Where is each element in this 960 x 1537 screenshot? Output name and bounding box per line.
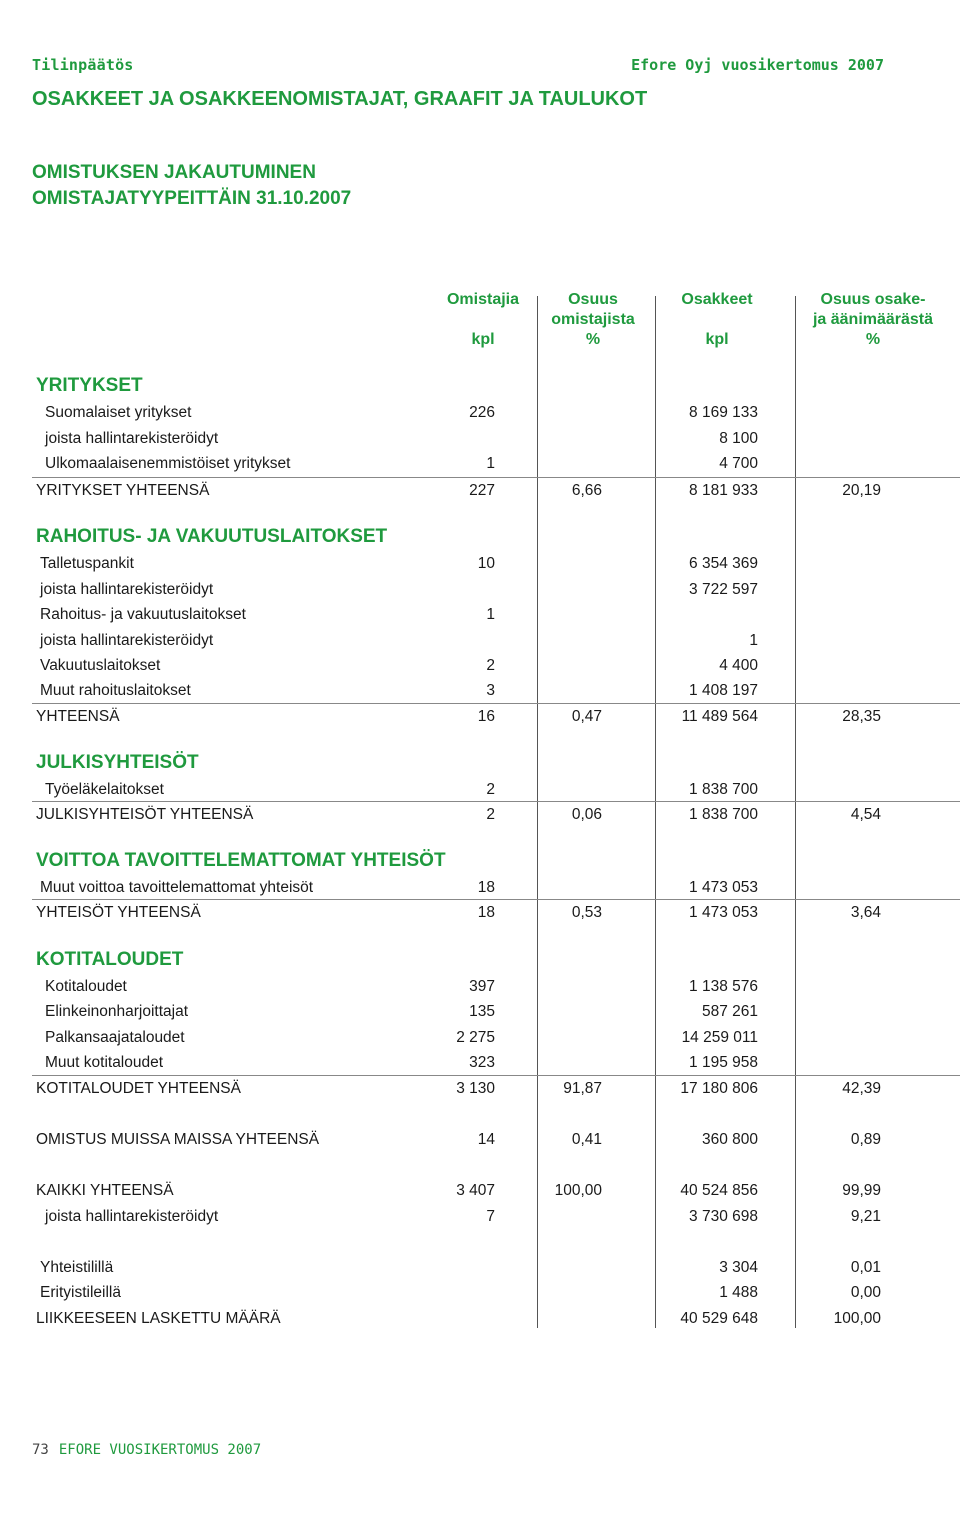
row-label: JULKISYHTEISÖT YHTEENSÄ — [36, 806, 254, 823]
cell-vote-share: 20,19 — [842, 482, 881, 499]
cell-shares: 1 408 197 — [689, 682, 758, 699]
row-label: Työeläkelaitokset — [45, 781, 164, 798]
row-label: YHTEENSÄ — [36, 708, 120, 725]
row-label: joista hallintarekisteröidyt — [40, 581, 214, 598]
cell-shares: 360 800 — [701, 1131, 758, 1148]
section-heading: VOITTOA TAVOITTELEMATTOMAT YHTEISÖT — [36, 850, 446, 871]
column-header-shares — [660, 290, 774, 350]
cell-owners: 323 — [469, 1054, 495, 1071]
cell-shares: 3 722 597 — [689, 581, 758, 598]
cell-owner-share: 0,06 — [571, 806, 602, 823]
page-footer — [32, 1442, 261, 1458]
cell-owner-share: 100,00 — [554, 1182, 602, 1199]
cell-shares: 3 730 698 — [689, 1208, 758, 1225]
row-label: Kotitaloudet — [45, 978, 127, 995]
column-header-unit: % — [865, 331, 881, 348]
cell-owners: 10 — [477, 555, 495, 572]
cell-shares: 1 488 — [719, 1284, 758, 1301]
table-row — [0, 628, 960, 653]
cell-owners: 16 — [477, 708, 495, 725]
table-row — [0, 551, 960, 576]
table-row — [0, 875, 960, 900]
cell-shares: 17 180 806 — [680, 1080, 758, 1097]
table-row — [0, 1204, 960, 1229]
cell-owners: 1 — [486, 455, 495, 472]
column-header-vote-share — [800, 290, 946, 350]
total-row — [0, 704, 960, 729]
section-heading: YRITYKSET — [36, 375, 143, 396]
total-row — [0, 1127, 960, 1152]
row-label: OMISTUS MUISSA MAISSA YHTEENSÄ — [36, 1131, 320, 1148]
column-header-unit: kpl — [705, 331, 729, 348]
cell-owners: 7 — [486, 1208, 495, 1225]
cell-shares: 1 195 958 — [689, 1054, 758, 1071]
footer-publication: EFORE VUOSIKERTOMUS 2007 — [58, 1442, 262, 1458]
column-header-line2: ja äänimäärästä — [812, 311, 934, 328]
total-row — [0, 478, 960, 503]
row-label: Erityistileillä — [40, 1284, 121, 1301]
section-heading: KOTITALOUDET — [36, 949, 184, 970]
cell-shares: 14 259 011 — [681, 1029, 758, 1046]
row-label: Muut rahoituslaitokset — [40, 682, 191, 699]
cell-owners: 135 — [469, 1003, 495, 1020]
cell-shares: 6 354 369 — [689, 555, 758, 572]
table-row — [0, 602, 960, 627]
cell-vote-share: 4,54 — [850, 806, 881, 823]
table-row — [0, 1255, 960, 1280]
table-row — [0, 426, 960, 451]
cell-owners: 3 130 — [456, 1080, 495, 1097]
cell-vote-share: 28,35 — [842, 708, 881, 725]
cell-shares: 1 — [749, 632, 758, 649]
row-label: YHTEISÖT YHTEENSÄ — [36, 904, 201, 921]
table-row — [0, 400, 960, 425]
table-row — [0, 577, 960, 602]
column-header-line2 — [436, 310, 530, 330]
table-row — [0, 999, 960, 1024]
table-row — [0, 1025, 960, 1050]
row-label: KOTITALOUDET YHTEENSÄ — [36, 1080, 241, 1097]
section-heading: JULKISYHTEISÖT — [36, 752, 199, 773]
cell-shares: 8 100 — [719, 430, 758, 447]
cell-shares: 11 489 564 — [681, 708, 758, 725]
column-header-unit: % — [585, 331, 601, 348]
cell-vote-share: 100,00 — [833, 1310, 881, 1327]
cell-owners: 18 — [477, 879, 495, 896]
cell-shares: 4 700 — [719, 455, 758, 472]
header-publication-label: Efore Oyj vuosikertomus 2007 — [631, 56, 884, 74]
row-label: Ulkomaalaisenemmistöiset yritykset — [45, 455, 291, 472]
total-row — [0, 1306, 960, 1331]
total-row — [0, 802, 960, 827]
column-header-line1: Osakkeet — [681, 291, 753, 308]
cell-owners: 226 — [469, 404, 495, 421]
cell-owner-share: 0,53 — [571, 904, 602, 921]
row-label: Yhteistilillä — [40, 1259, 114, 1276]
row-label: YRITYKSET YHTEENSÄ — [36, 482, 210, 499]
cell-owner-share: 91,87 — [563, 1080, 602, 1097]
table-row — [0, 678, 960, 703]
table-row — [0, 777, 960, 802]
row-label: Talletuspankit — [40, 555, 134, 572]
row-label: Muut voittoa tavoittelemattomat yhteisöt — [40, 879, 314, 896]
row-label: joista hallintarekisteröidyt — [40, 632, 214, 649]
cell-shares: 1 473 053 — [689, 904, 758, 921]
cell-owners: 2 275 — [456, 1029, 495, 1046]
cell-vote-share: 9,21 — [850, 1208, 881, 1225]
cell-owners: 18 — [477, 904, 495, 921]
column-header-line1: Omistajia — [446, 291, 520, 308]
cell-shares: 4 400 — [719, 657, 758, 674]
cell-owners: 3 407 — [456, 1182, 495, 1199]
cell-owners: 14 — [477, 1131, 495, 1148]
cell-owners: 1 — [486, 606, 495, 623]
cell-vote-share: 0,01 — [850, 1259, 881, 1276]
row-label: Palkansaajataloudet — [45, 1029, 185, 1046]
cell-shares: 1 838 700 — [689, 806, 758, 823]
column-header-line1: Osuus osake- — [820, 291, 926, 308]
total-row — [0, 1076, 960, 1101]
cell-shares: 587 261 — [701, 1003, 758, 1020]
table-row — [0, 1280, 960, 1305]
column-header-owner-share — [540, 290, 646, 350]
cell-shares: 8 181 933 — [689, 482, 758, 499]
column-header-line2 — [660, 310, 774, 330]
cell-vote-share: 0,00 — [850, 1284, 881, 1301]
cell-vote-share: 42,39 — [842, 1080, 881, 1097]
cell-shares: 1 838 700 — [689, 781, 758, 798]
cell-owners: 227 — [469, 482, 495, 499]
cell-owners: 3 — [486, 682, 495, 699]
column-header-line2: omistajista — [551, 311, 635, 328]
page-number: 73 — [32, 1442, 49, 1458]
table-row — [0, 974, 960, 999]
cell-owners: 2 — [486, 657, 495, 674]
row-label: joista hallintarekisteröidyt — [45, 430, 219, 447]
cell-owners: 397 — [469, 978, 495, 995]
row-label: LIIKKEESEEN LASKETTU MÄÄRÄ — [36, 1310, 281, 1327]
cell-vote-share: 99,99 — [842, 1182, 881, 1199]
cell-shares: 1 473 053 — [689, 879, 758, 896]
page-title: OSAKKEET JA OSAKKEENOMISTAJAT, GRAAFIT JA TAULUKOT — [32, 88, 648, 110]
cell-owners: 2 — [486, 806, 495, 823]
total-row — [0, 1178, 960, 1203]
cell-owner-share: 0,41 — [571, 1131, 602, 1148]
section-heading: RAHOITUS- JA VAKUUTUSLAITOKSET — [36, 526, 388, 547]
cell-owner-share: 0,47 — [571, 708, 602, 725]
cell-vote-share: 3,64 — [850, 904, 881, 921]
row-label: joista hallintarekisteröidyt — [45, 1208, 219, 1225]
column-header-owners — [436, 290, 530, 350]
row-label: Vakuutuslaitokset — [40, 657, 161, 674]
column-header-line1: Osuus — [568, 291, 618, 308]
cell-shares: 1 138 576 — [689, 978, 758, 995]
cell-shares: 8 169 133 — [689, 404, 758, 421]
cell-shares: 40 524 856 — [680, 1182, 758, 1199]
header-section-label: Tilinpäätös — [32, 56, 134, 74]
table-title: OMISTUKSEN JAKAUTUMINEN OMISTAJATYYPEITTÄIN 31.10.2007 — [32, 162, 352, 209]
row-label: Rahoitus- ja vakuutuslaitokset — [40, 606, 246, 623]
row-label: Elinkeinonharjoittajat — [45, 1003, 189, 1020]
table-row — [0, 653, 960, 678]
cell-shares: 3 304 — [719, 1259, 758, 1276]
table-row — [0, 1050, 960, 1075]
row-label: Muut kotitaloudet — [45, 1054, 164, 1071]
cell-owners: 2 — [486, 781, 495, 798]
row-label: KAIKKI YHTEENSÄ — [36, 1182, 174, 1199]
cell-owner-share: 6,66 — [571, 482, 602, 499]
cell-shares: 40 529 648 — [680, 1310, 758, 1327]
column-header-unit: kpl — [471, 331, 495, 348]
cell-vote-share: 0,89 — [850, 1131, 881, 1148]
total-row — [0, 900, 960, 925]
row-label: Suomalaiset yritykset — [45, 404, 192, 421]
table-row — [0, 451, 960, 476]
